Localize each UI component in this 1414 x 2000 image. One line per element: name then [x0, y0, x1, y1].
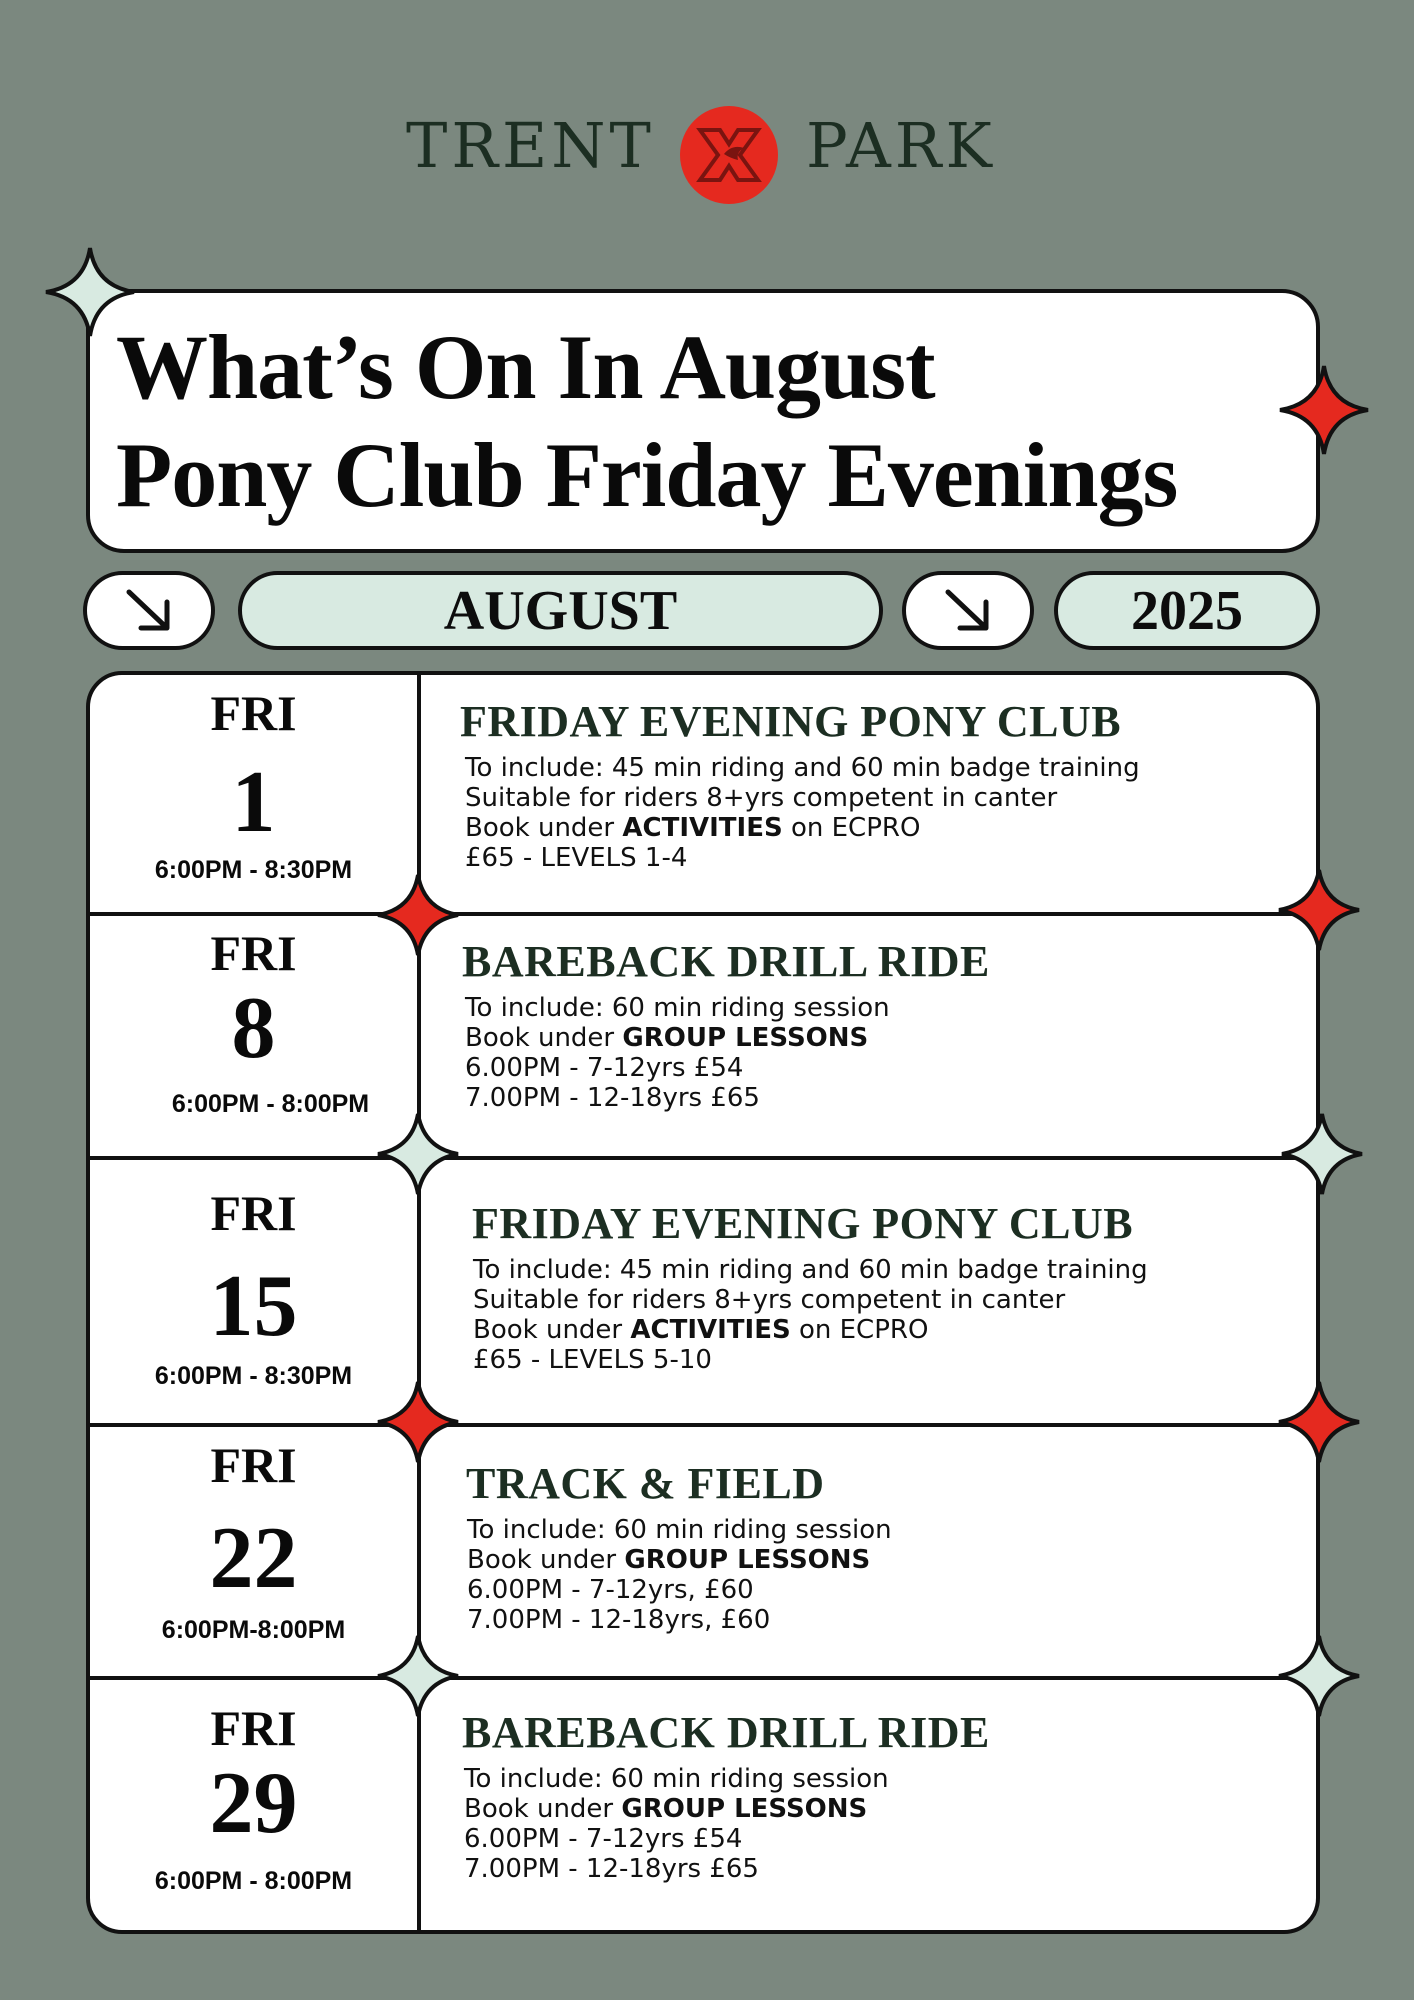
- star-decoration-icon: [373, 1377, 463, 1467]
- logo-text-left: TRENT: [406, 109, 655, 182]
- event-title: TRACK & FIELD: [466, 1459, 825, 1508]
- event-title: FRIDAY EVENING PONY CLUB: [472, 1199, 1134, 1248]
- event-day-cell: [90, 685, 417, 885]
- event-date: 15: [209, 1258, 298, 1355]
- column-divider: [417, 675, 421, 1930]
- star-decoration-icon: [1274, 865, 1364, 955]
- emblem-logo: [678, 104, 780, 206]
- arrow-down-right-icon: [119, 586, 179, 636]
- event-time: 6:00PM - 8:30PM: [154, 856, 353, 884]
- arrow-button-right: [902, 571, 1034, 650]
- month-label: AUGUST: [443, 579, 678, 642]
- event-date: 8: [231, 980, 276, 1077]
- event-time: 6:00PM - 8:00PM: [154, 1867, 353, 1895]
- event-details: To include: 60 min riding session Book under GROUP LESSONS 6.00PM - 7-12yrs £54 7.00PM - 12-18yrs £65: [464, 1764, 889, 1884]
- event-details: To include: 60 min riding session Book under GROUP LESSONS 6.00PM - 7-12yrs £54 7.00PM - 12-18yrs £65: [465, 993, 890, 1113]
- event-date: 29: [209, 1755, 298, 1852]
- event-details: To include: 60 min riding session Book under GROUP LESSONS 6.00PM - 7-12yrs, £60 7.00PM - 12-18yrs, £60: [467, 1515, 892, 1635]
- star-decoration-icon: [1276, 362, 1372, 458]
- star-decoration-icon: [1274, 1631, 1364, 1721]
- event-details: To include: 45 min riding and 60 min badge training Suitable for riders 8+yrs competent in canter Book under ACTIVITIES on ECPRO £65 - LEVELS 5-10: [473, 1255, 1148, 1375]
- star-decoration-icon: [373, 1109, 463, 1199]
- event-day-cell: [90, 925, 417, 1119]
- event-title: BAREBACK DRILL RIDE: [462, 937, 990, 986]
- event-date: 1: [231, 754, 276, 851]
- arrow-down-right-icon: [938, 586, 998, 636]
- star-decoration-icon: [1274, 1377, 1364, 1467]
- event-title: FRIDAY EVENING PONY CLUB: [460, 697, 1122, 746]
- page-title: What’s On In August: [116, 316, 935, 418]
- star-decoration-icon: [373, 870, 463, 960]
- day-of-week: FRI: [210, 1185, 297, 1241]
- star-decoration-icon: [1277, 1109, 1367, 1199]
- day-of-week: FRI: [210, 925, 297, 981]
- day-of-week: FRI: [210, 1700, 297, 1756]
- year-label: 2025: [1131, 579, 1243, 642]
- star-decoration-icon: [373, 1631, 463, 1721]
- event-date: 22: [209, 1510, 298, 1607]
- event-day-cell: [90, 1700, 417, 1896]
- event-details: To include: 45 min riding and 60 min badge training Suitable for riders 8+yrs competent in canter Book under ACTIVITIES on ECPRO £65 - LEVELS 1-4: [465, 753, 1140, 873]
- year-pill: [1054, 571, 1320, 650]
- row-divider: [90, 1423, 1316, 1427]
- page-subtitle: Pony Club Friday Evenings: [116, 424, 1178, 526]
- event-title: BAREBACK DRILL RIDE: [462, 1708, 990, 1757]
- row-divider: [90, 912, 1316, 916]
- day-of-week: FRI: [210, 1437, 297, 1493]
- row-divider: [90, 1156, 1316, 1160]
- month-pill: [238, 571, 883, 650]
- schedule-table: [86, 671, 1320, 1934]
- row-divider: [90, 1676, 1316, 1680]
- logo-text-right: PARK: [806, 109, 996, 182]
- arrow-button-left: [83, 571, 215, 650]
- event-time: 6:00PM-8:00PM: [161, 1616, 346, 1644]
- event-day-cell: [90, 1437, 417, 1645]
- event-time: 6:00PM - 8:30PM: [154, 1362, 353, 1390]
- star-decoration-icon: [42, 244, 138, 340]
- day-of-week: FRI: [210, 685, 297, 741]
- title-card: [86, 289, 1320, 553]
- event-day-cell: [90, 1185, 417, 1391]
- event-time: 6:00PM - 8:00PM: [171, 1090, 370, 1118]
